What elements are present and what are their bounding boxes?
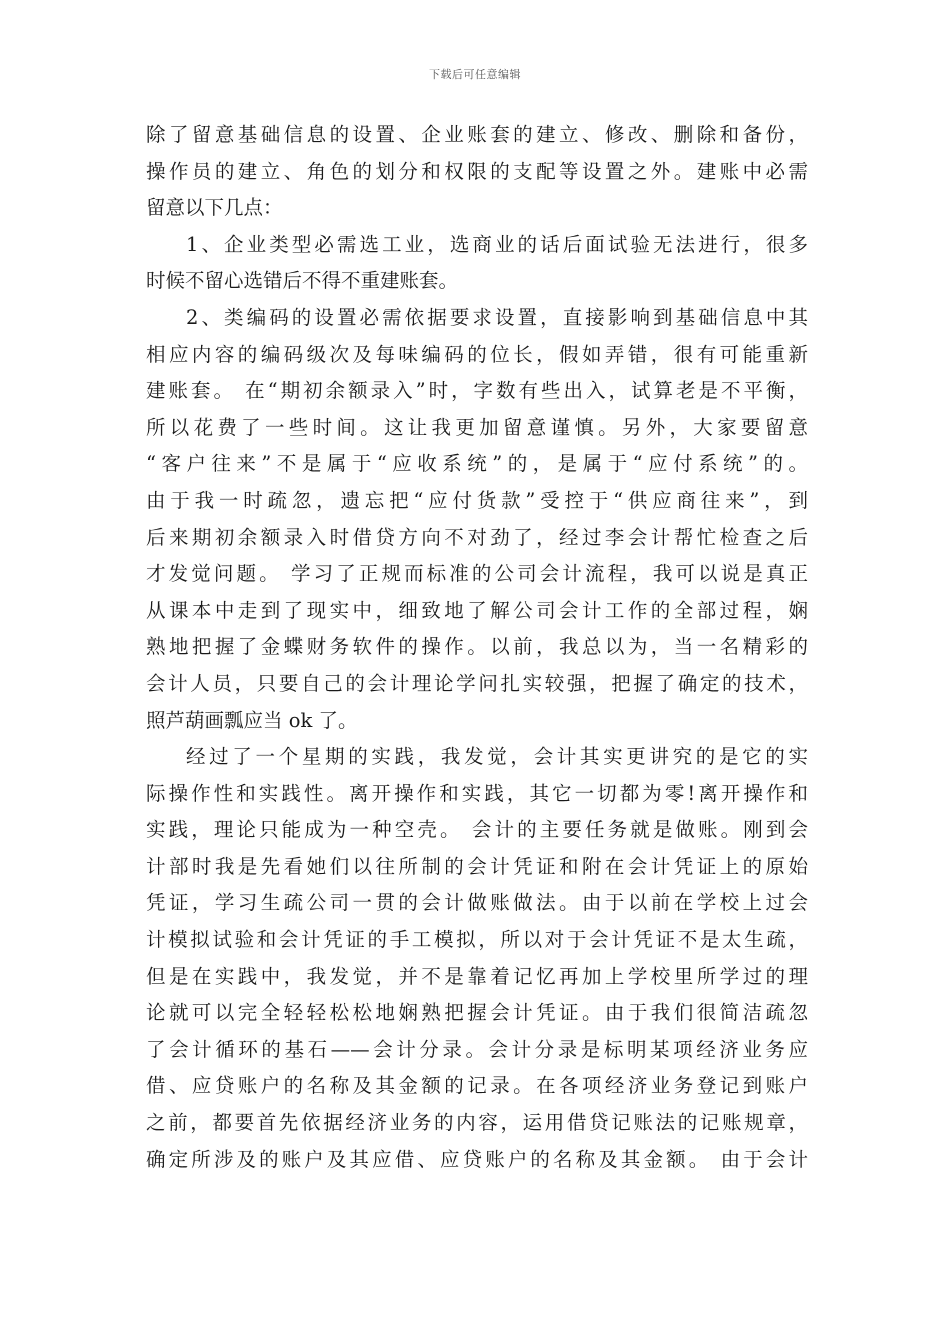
text-line: 时候不留心选错后不得不重建账套。: [146, 269, 459, 293]
text-line: 1、企业类型必需选工业，选商业的话后面试验无法进行，很多: [186, 232, 808, 256]
text-line: 了会计循环的基石——会计分录。会计分录是标明某项经济业务应: [146, 1037, 808, 1061]
document-body: [146, 117, 808, 1178]
page-header-note: 下载后可任意编辑: [429, 68, 521, 81]
text-line: 照芦葫画瓢应当 ok 了。: [146, 708, 358, 732]
text-line: 从课本中走到了现实中，细致地了解公司会计工作的全部过程，娴: [146, 598, 808, 622]
text-line: 留意以下几点：: [146, 196, 283, 220]
text-line: 计部时我是先看她们以往所制的会计凭证和附在会计凭证上的原始: [146, 854, 808, 878]
text-line: 操作员的建立、角色的划分和权限的支配等设置之外。建账中必需: [146, 159, 808, 183]
text-line: 确定所涉及的账户及其应借、应贷账户的名称及其金额。 由于会计: [146, 1147, 808, 1171]
text-line: “客户往来”不是属于“应收系统”的，是属于“应付系统”的。: [146, 452, 808, 476]
text-line: 相应内容的编码级次及每味编码的位长，假如弄错，很有可能重新: [146, 342, 808, 366]
text-line: 除了留意基础信息的设置、企业账套的建立、修改、删除和备份，: [146, 123, 808, 146]
text-line: 建账套。 在“期初余额录入”时，字数有些出入，试算老是不平衡，: [146, 379, 808, 403]
text-line: 论就可以完全轻轻松松地娴熟把握会计凭证。由于我们很简洁疏忽: [146, 1001, 808, 1025]
text-line: 熟地把握了金蝶财务软件的操作。以前，我总以为，当一名精彩的: [146, 635, 808, 659]
text-line: 际操作性和实践性。离开操作和实践，其它一切都为零!离开操作和: [146, 781, 808, 805]
text-line: 由于我一时疏忽，遗忘把“应付货款”受控于“供应商往来”，到: [146, 488, 808, 512]
text-line: 实践，理论只能成为一种空壳。 会计的主要任务就是做账。刚到会: [146, 818, 808, 842]
text-line: 所以花费了一些时间。这让我更加留意谨慎。另外，大家要留意: [146, 415, 808, 439]
text-line: 才发觉问题。 学习了正规而标准的公司会计流程，我可以说是真正: [146, 562, 808, 586]
text-line: 之前，都要首先依据经济业务的内容，运用借贷记账法的记账规章，: [146, 1111, 808, 1135]
text-line: 会计人员，只要自己的会计理论学问扎实较强，把握了确定的技术，: [146, 671, 808, 695]
text-line: 经过了一个星期的实践，我发觉，会计其实更讲究的是它的实: [186, 745, 808, 769]
text-line: 借、应贷账户的名称及其金额的记录。在各项经济业务登记到账户: [146, 1074, 808, 1098]
text-line: 凭证，学习生疏公司一贯的会计做账做法。由于以前在学校上过会: [146, 891, 808, 915]
text-line: 后来期初余额录入时借贷方向不对劲了，经过李会计帮忙检查之后: [146, 525, 808, 549]
text-line: 计模拟试验和会计凭证的手工模拟，所以对于会计凭证不是太生疏，: [146, 928, 808, 952]
text-line: 2、类编码的设置必需依据要求设置，直接影响到基础信息中其: [186, 305, 808, 329]
text-line: 但是在实践中，我发觉，并不是靠着记忆再加上学校里所学过的理: [146, 964, 808, 988]
